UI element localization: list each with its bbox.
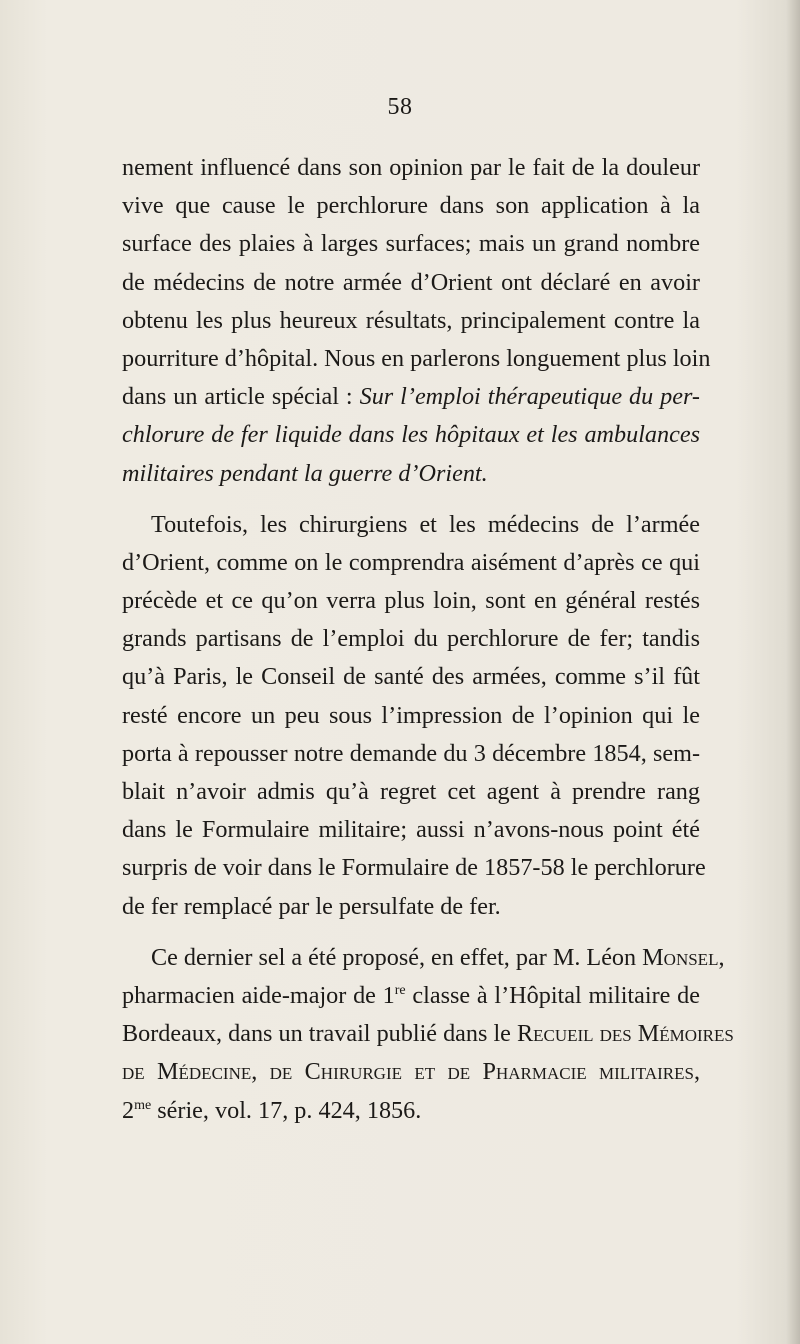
journal-title-small-caps: Recueil des Mémoires bbox=[516, 1020, 734, 1048]
page-number: 58 bbox=[387, 94, 413, 120]
text-line bbox=[122, 455, 700, 493]
text-line: pourriture d’hôpital. Nous en parlerons longuement plus loin bbox=[122, 344, 711, 372]
body-text bbox=[122, 149, 734, 1130]
text-run: 2 bbox=[122, 1096, 135, 1124]
paragraph-1 bbox=[122, 149, 711, 493]
text-line: surpris de voir dans le Formulaire de 1857-58 le perchlorure bbox=[122, 854, 706, 882]
text-run: pharmacien aide-major de 1 bbox=[122, 981, 395, 1009]
paragraph-spacer bbox=[122, 926, 700, 939]
paragraph-spacer bbox=[122, 493, 700, 506]
text-line: d’Orient, comme on le comprendra aisément d’après ce qui bbox=[122, 548, 700, 576]
page-edge-shadow bbox=[786, 0, 800, 1344]
text-line: qu’à Paris, le Conseil de santé des armées, comme s’il fût bbox=[122, 663, 700, 691]
text-run: Ce dernier sel a été proposé, en effet, par M. Léon bbox=[151, 943, 643, 971]
text-line: blait n’avoir admis qu’à regret cet agent à prendre rang bbox=[122, 778, 700, 805]
text-line: vive que cause le perchlorure dans son application à la bbox=[122, 192, 700, 220]
text-run: Bordeaux, dans un travail publié dans le bbox=[122, 1020, 517, 1048]
text-line bbox=[122, 1092, 700, 1130]
text-line: de médecins de notre armée d’Orient ont déclaré en avoir bbox=[122, 268, 700, 296]
text-line: précède et ce qu’on verra plus loin, sont en général restés bbox=[122, 587, 700, 615]
paragraph-3 bbox=[122, 939, 734, 1130]
text-line: surface des plaies à larges surfaces; mais un grand nombre bbox=[122, 230, 700, 258]
author-name-small-caps: Monsel, bbox=[642, 943, 725, 971]
text-line: dans le Formulaire militaire; aussi n’avons-nous point été bbox=[122, 816, 700, 844]
text-line: porta à repousser notre demande du 3 décembre 1854, sem- bbox=[122, 739, 700, 767]
text-line: de fer remplacé par le persulfate de fer. bbox=[122, 892, 501, 920]
article-title-italic: militaires pendant la guerre d’Orient. bbox=[122, 459, 488, 487]
text-line: obtenu les plus heureux résultats, principalement contre la bbox=[122, 306, 700, 334]
text-line: nement influencé dans son opinion par le fait de la douleur bbox=[122, 154, 700, 181]
text-line bbox=[122, 416, 700, 454]
journal-title-small-caps: de Médecine, de Chirurgie et de Pharmacie militaires, bbox=[122, 1058, 700, 1086]
article-title-italic: Sur l’emploi thérapeutique du per- bbox=[359, 383, 700, 411]
text-run: série, vol. 17, p. 424, 1856. bbox=[151, 1096, 422, 1124]
text-run: classe à l’Hôpital militaire de bbox=[405, 981, 700, 1009]
text-run: dans un article spécial : bbox=[122, 383, 360, 411]
text-line bbox=[122, 1015, 734, 1053]
article-title-italic: chlorure de fer liquide dans les hôpitaux et les ambulances bbox=[122, 421, 700, 449]
text-line bbox=[122, 1053, 700, 1091]
text-line bbox=[122, 939, 725, 977]
text-line: Toutefois, les chirurgiens et les médecins de l’armée bbox=[151, 510, 700, 538]
ordinal-superscript: re bbox=[394, 982, 406, 998]
paragraph-2 bbox=[122, 506, 706, 926]
text-line bbox=[122, 378, 700, 416]
text-line: grands partisans de l’emploi du perchlorure de fer; tandis bbox=[122, 625, 700, 653]
ordinal-superscript: me bbox=[134, 1097, 152, 1113]
text-line: resté encore un peu sous l’impression de l’opinion qui le bbox=[122, 701, 700, 729]
text-line bbox=[122, 977, 700, 1015]
